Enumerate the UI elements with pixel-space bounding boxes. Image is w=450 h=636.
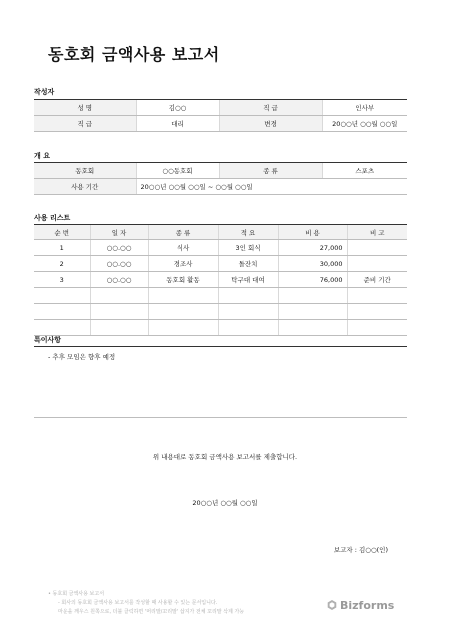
cell-cost: 30,000 [278,256,347,272]
cell-date [90,288,148,304]
label-rank: 직 급 [219,100,322,116]
cell-kind: 동호회 활동 [148,272,218,288]
table-row [34,163,407,179]
value-name: 김○○ [136,100,219,116]
cell-remark [347,240,407,256]
cell-remark [347,256,407,272]
table-row [34,320,407,336]
cell-cost: 76,000 [278,272,347,288]
cell-no: 2 [34,256,90,272]
cell-summary [218,288,278,304]
cell-remark: 준비 기간 [347,272,407,288]
cell-summary: 돌잔치 [218,256,278,272]
table-row [34,100,407,116]
cell-date: ○○.○○ [90,256,148,272]
cell-date [90,304,148,320]
cell-summary [218,304,278,320]
label-club: 동호회 [34,163,136,179]
cell-no [34,304,90,320]
cell-kind [148,304,218,320]
table-header-row [34,225,407,240]
cell-kind [148,320,218,336]
value-period: 20○○년 ○○월 ○○일 ~ ○○월 ○○일 [136,179,407,195]
usage-table [34,225,407,336]
label-name: 성 명 [34,100,136,116]
cell-date: ○○.○○ [90,240,148,256]
reporter-signature: 보고자 : 김○○(인) [333,546,388,554]
cell-summary: 3인 회식 [218,240,278,256]
cell-summary: 탁구대 대여 [218,272,278,288]
bizforms-logo-text: Bizforms [340,599,395,612]
table-row [34,288,407,304]
cell-date: ○○.○○ [90,272,148,288]
cell-date [90,320,148,336]
footer-line: - 회사의 동호회 금액사용 보고서를 작성할 때 사용할 수 있는 문서입니다. [58,600,218,606]
value-rank: 대리 [136,116,219,132]
table-row [34,116,407,132]
overview-table [34,163,407,195]
table-row [34,304,407,320]
table-row [34,240,407,256]
value-club: ○○동호회 [136,163,219,179]
table-row [34,272,407,288]
cell-no [34,320,90,336]
footer-line: 마운을 깨우스 원쪽으로, 더블 클릭하면 '머리말/꼬리말' 삽지가 전체 꼬리말 삭제 가능 [58,609,245,615]
bizforms-logo [327,599,394,612]
footer-notes [48,590,244,617]
cell-cost [278,304,347,320]
col-header-date: 일 자 [90,225,148,240]
author-section-heading: 작성자 [34,88,55,96]
cell-kind: 식사 [148,240,218,256]
cell-cost: 27,000 [278,240,347,256]
value-department: 인사부 [322,100,407,116]
table-row [34,179,407,195]
label-period: 사용 기간 [34,179,136,195]
bizforms-logo-icon [327,600,337,610]
table-row [34,256,407,272]
label-rank: 직 급 [34,116,136,132]
col-header-kind: 종 류 [148,225,218,240]
submission-date: 20○○년 ○○월 ○○일 [192,499,258,507]
footer-line: • 동호회 금액사용 보고서 [48,591,105,597]
cell-kind: 경조사 [148,256,218,272]
col-header-remark: 비 고 [347,225,407,240]
notes-section-heading: 특이사항 [34,336,62,344]
label-type: 종 류 [219,163,322,179]
submission-statement: 위 내용대로 동호회 금액사용 보고서를 제출합니다. [152,453,298,461]
value-change-date: 20○○년 ○○월 ○○일 [322,116,407,132]
col-header-cost: 비 용 [278,225,347,240]
cell-cost [278,320,347,336]
usage-section-heading: 사용 리스트 [34,214,71,222]
col-header-no: 순 번 [34,225,90,240]
cell-remark [347,288,407,304]
value-type: 스포츠 [322,163,407,179]
cell-remark [347,320,407,336]
cell-remark [347,304,407,320]
cell-cost [278,288,347,304]
cell-no [34,288,90,304]
cell-no: 3 [34,272,90,288]
label-change: 변경 [219,116,322,132]
cell-summary [218,320,278,336]
col-header-summary: 적 요 [218,225,278,240]
overview-section-heading: 개 요 [34,152,50,160]
page-title: 동호회 금액사용 보고서 [48,45,220,64]
cell-kind [148,288,218,304]
cell-no: 1 [34,240,90,256]
author-table [34,100,407,132]
notes-text: - 추후 모임은 향후 예정 [48,353,116,361]
